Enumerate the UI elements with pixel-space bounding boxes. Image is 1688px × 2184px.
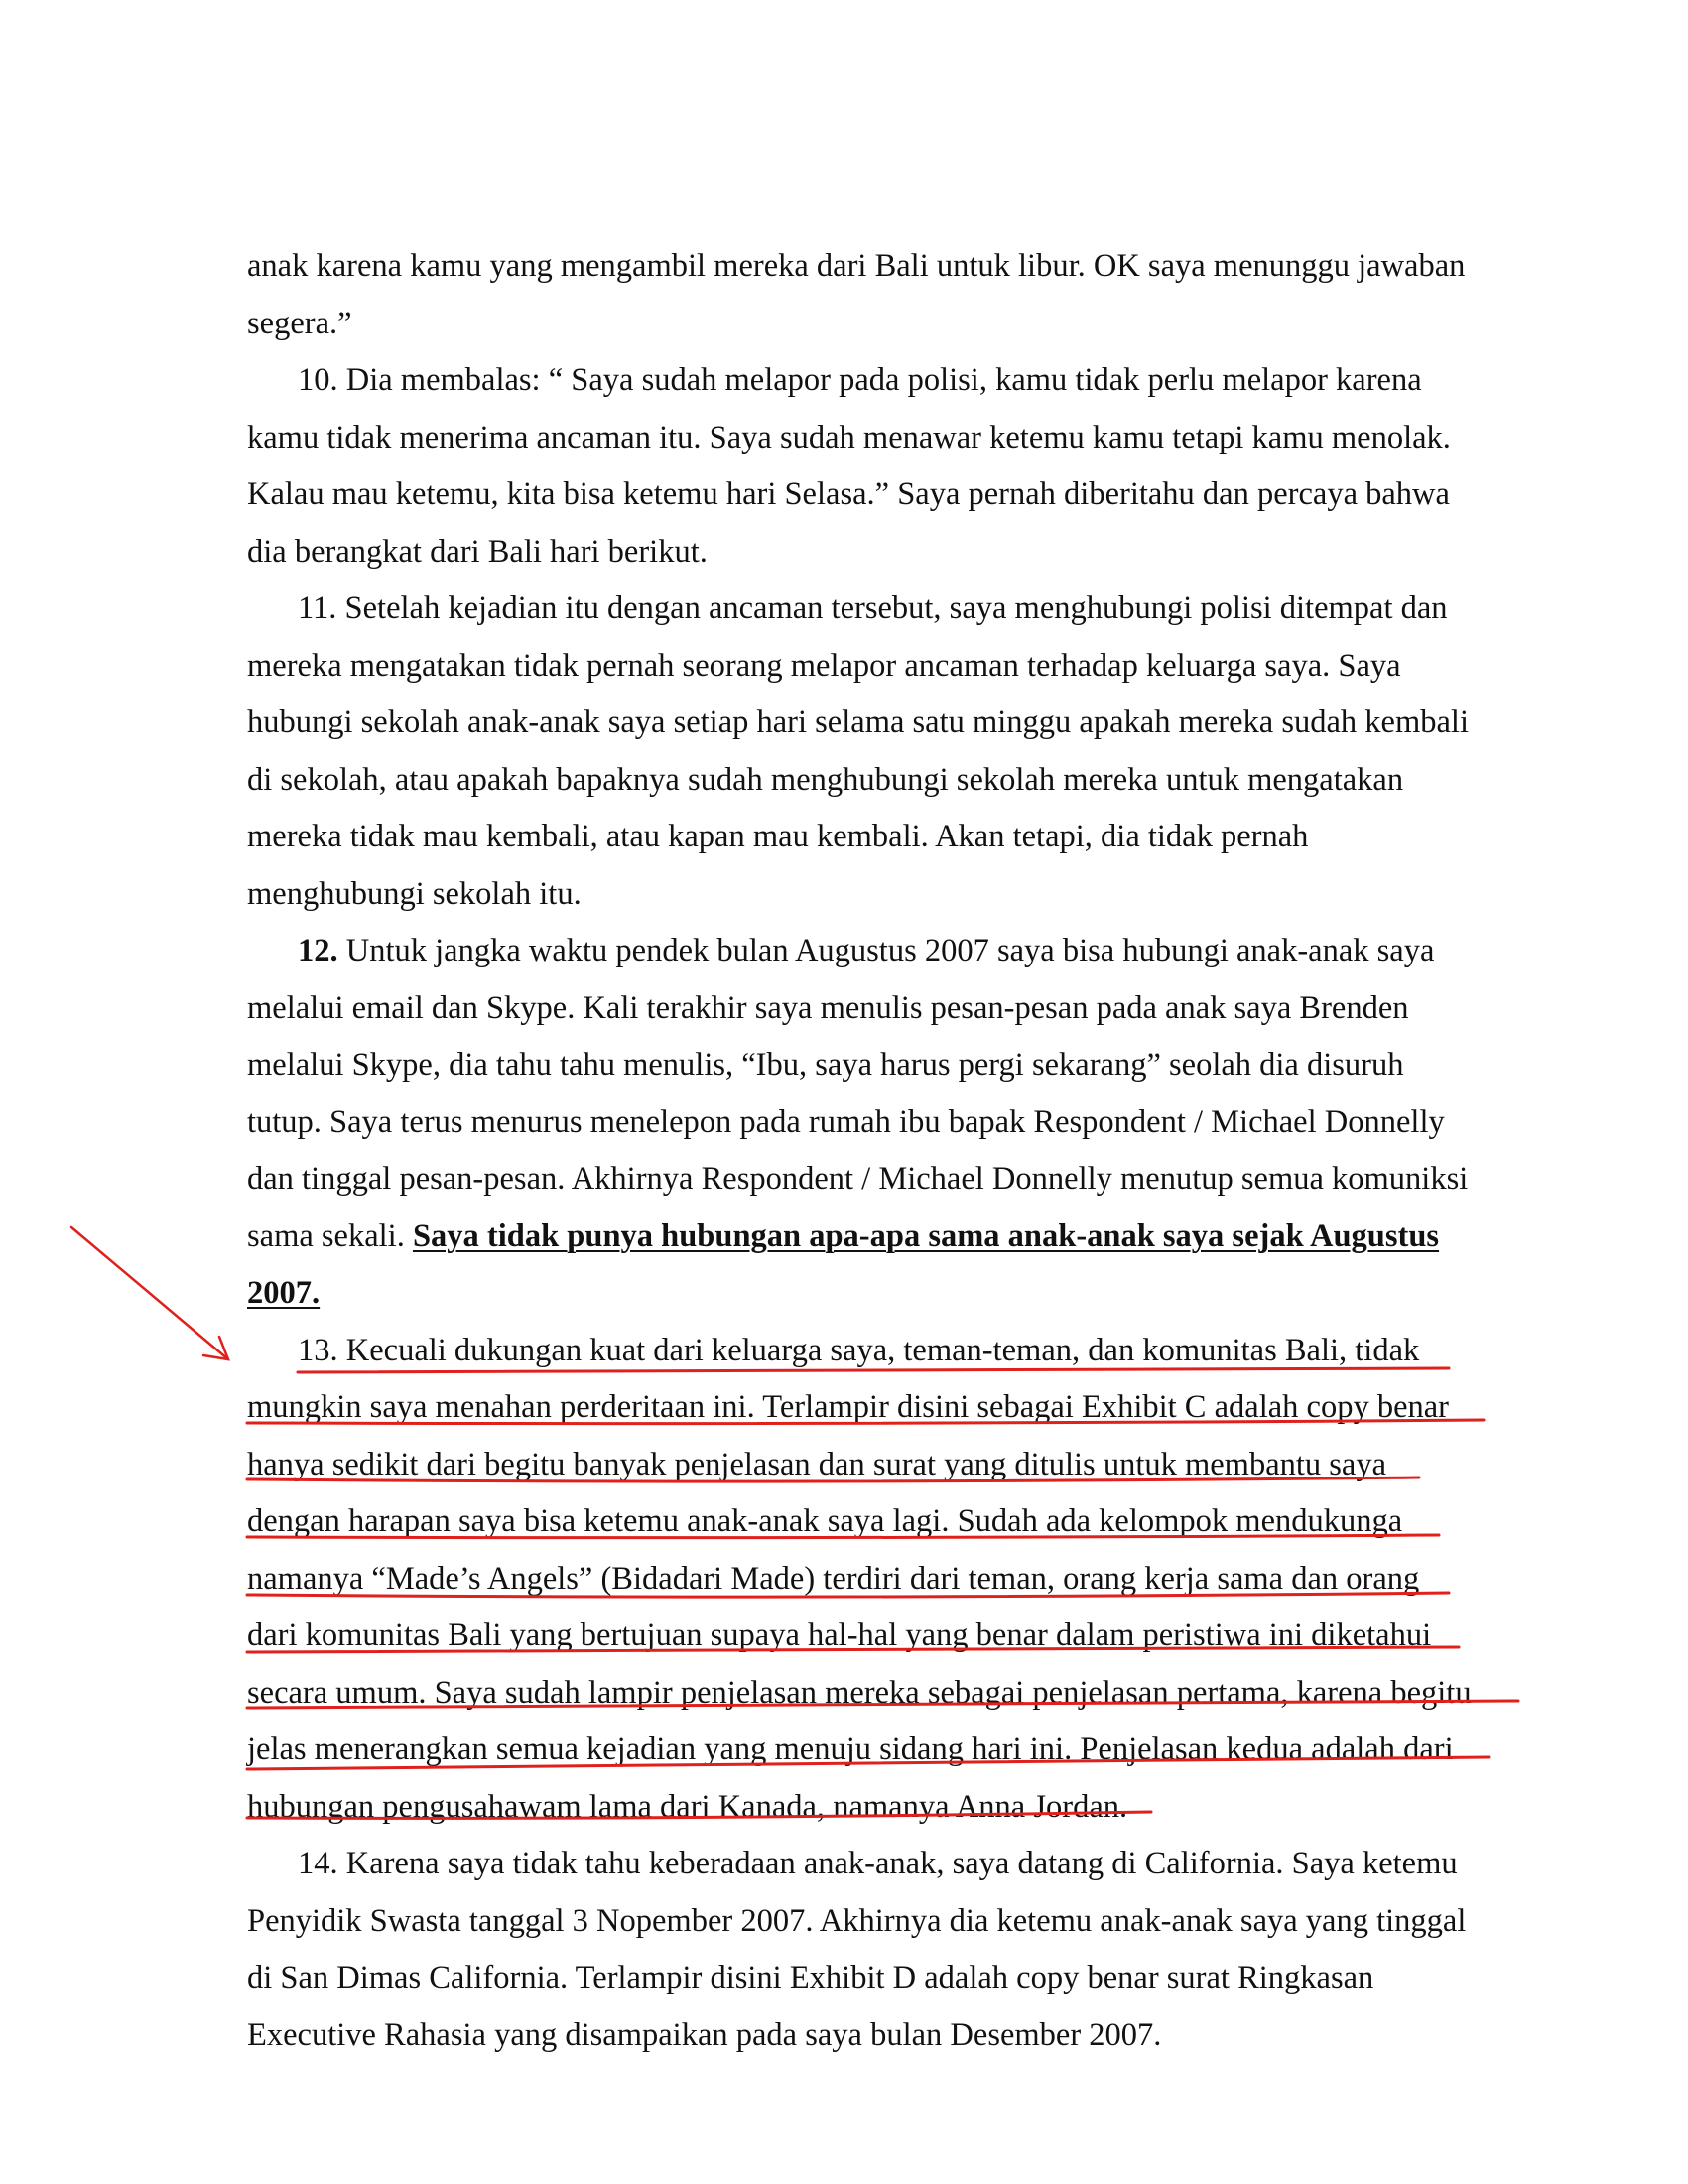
line-text: tutup. Saya terus menurus menelepon pada rumah ibu bapak Respondent / Michael Donnelly [247, 1104, 1445, 1140]
emphasized-statement: 2007. [247, 1275, 321, 1311]
paragraph-14-line [247, 1956, 1373, 1999]
line-text: Penyidik Swasta tanggal 3 Nopember 2007. Akhirnya dia ketemu anak-anak saya yang tinggal [247, 1903, 1467, 1939]
line-text: anak karena kamu yang mengambil mereka dari Bali untuk libur. OK saya menunggu jawaban [247, 248, 1466, 284]
line-text: 10. Dia membalas: “ Saya sudah melapor pada polisi, kamu tidak perlu melapor karena [298, 362, 1422, 398]
paragraph-12-line [247, 1100, 1445, 1144]
paragraph-11-line [247, 872, 582, 916]
paragraph-13-line [247, 1785, 1127, 1829]
paragraph-14-line [298, 1842, 1458, 1885]
paragraph-11-line [247, 758, 1403, 802]
line-text: dan tinggal pesan-pesan. Akhirnya Respondent / Michael Donnelly menutup semua komuniksi [247, 1161, 1469, 1197]
paragraph-13-line [298, 1329, 1419, 1372]
paragraph-13-line [247, 1557, 1419, 1601]
line-text: dengan harapan saya bisa ketemu anak-anak saya lagi. Sudah ada kelompok mendukunga [247, 1503, 1403, 1539]
line-text: mereka mengatakan tidak pernah seorang melapor ancaman terhadap keluarga saya. Saya [247, 648, 1401, 684]
paragraph-10-line [247, 530, 708, 574]
line-text: dari komunitas Bali yang bertujuan supaya hal-hal yang benar dalam peristiwa ini diketahui [247, 1617, 1432, 1653]
line-text: di sekolah, atau apakah bapaknya sudah menghubungi sekolah mereka untuk mengatakan [247, 762, 1404, 798]
paragraph-line [247, 244, 1517, 288]
paragraph-13-line [247, 1613, 1431, 1657]
paragraph-13-line [247, 1728, 1454, 1771]
paragraph-line [247, 302, 352, 345]
line-text: mereka tidak mau kembali, atau kapan mau kembali. Akan tetapi, dia tidak pernah [247, 819, 1309, 854]
emphasized-statement: Saya tidak punya hubungan apa-apa sama anak-anak saya sejak Augustus [412, 1219, 1440, 1254]
line-text: segera.” [247, 306, 352, 341]
line-text: mungkin saya menahan perderitaan ini. Terlampir disini sebagai Exhibit C adalah copy benar [247, 1389, 1449, 1425]
line-text: menghubungi sekolah itu. [247, 876, 582, 912]
paragraph-number: 12. [298, 933, 338, 968]
paragraph-12-line [247, 1215, 1439, 1258]
paragraph-10-line [247, 472, 1450, 516]
paragraph-10-line [247, 416, 1451, 459]
paragraph-10-line [298, 358, 1422, 402]
line-text: secara umum. Saya sudah lampir penjelasan mereka sebagai penjelasan pertama, karena begitu [247, 1675, 1472, 1711]
paragraph-12-line [247, 1157, 1468, 1201]
line-text: kamu tidak menerima ancaman itu. Saya sudah menawar ketemu kamu tetapi kamu menolak. [247, 420, 1451, 455]
line-text: hubungi sekolah anak-anak saya setiap hari selama satu minggu apakah mereka sudah kembali [247, 705, 1469, 740]
line-text: melalui email dan Skype. Kali terakhir saya menulis pesan-pesan pada anak saya Brenden [247, 990, 1409, 1026]
paragraph-13-line [247, 1499, 1402, 1543]
paragraph-13-line [247, 1443, 1386, 1486]
paragraph-12-line [247, 1043, 1403, 1087]
line-text: jelas menerangkan semua kejadian yang menuju sidang hari ini. Penjelasan kedua adalah dari [247, 1732, 1454, 1767]
paragraph-12-line [247, 986, 1409, 1030]
line-text: hanya sedikit dari begitu banyak penjelasan dan surat yang ditulis untuk membantu saya [247, 1447, 1387, 1482]
line-text: Untuk jangka waktu pendek bulan Augustus 2007 saya bisa hubungi anak-anak saya [337, 933, 1435, 968]
paragraph-14-line [247, 2013, 1161, 2057]
line-text: namanya “Made’s Angels” (Bidadari Made) terdiri dari teman, orang kerja sama dan orang [247, 1561, 1420, 1597]
line-text: sama sekali. [247, 1219, 413, 1254]
paragraph-14-line [247, 1899, 1466, 1943]
line-text: Kalau mau ketemu, kita bisa ketemu hari Selasa.” Saya pernah diberitahu dan percaya bahwa [247, 476, 1450, 512]
line-text: Executive Rahasia yang disampaikan pada saya bulan Desember 2007. [247, 2017, 1162, 2053]
paragraph-11-line [247, 701, 1469, 744]
line-text: 13. Kecuali dukungan kuat dari keluarga saya, teman-teman, dan komunitas Bali, tidak [298, 1333, 1420, 1368]
paragraph-11-line [247, 644, 1401, 688]
arrow-icon [71, 1227, 228, 1359]
paragraph-13-line [247, 1671, 1472, 1715]
line-text: melalui Skype, dia tahu tahu menulis, “Ibu, saya harus pergi sekarang” seolah dia disuruh [247, 1047, 1404, 1083]
paragraph-11-line [247, 815, 1308, 858]
paragraph-11-line [298, 586, 1448, 630]
line-text: dia berangkat dari Bali hari berikut. [247, 534, 708, 570]
line-text: hubungan pengusahawam lama dari Kanada, namanya Anna Jordan. [247, 1789, 1128, 1825]
line-text: di San Dimas California. Terlampir disini Exhibit D adalah copy benar surat Ringkasan [247, 1960, 1374, 1995]
line-text: 14. Karena saya tidak tahu keberadaan anak-anak, saya datang di California. Saya ketemu [298, 1846, 1458, 1881]
line-text: 11. Setelah kejadian itu dengan ancaman tersebut, saya menghubungi polisi ditempat dan [298, 590, 1448, 626]
paragraph-12-line [298, 929, 1434, 972]
paragraph-13-line [247, 1385, 1449, 1429]
paragraph-12-line [247, 1271, 320, 1315]
